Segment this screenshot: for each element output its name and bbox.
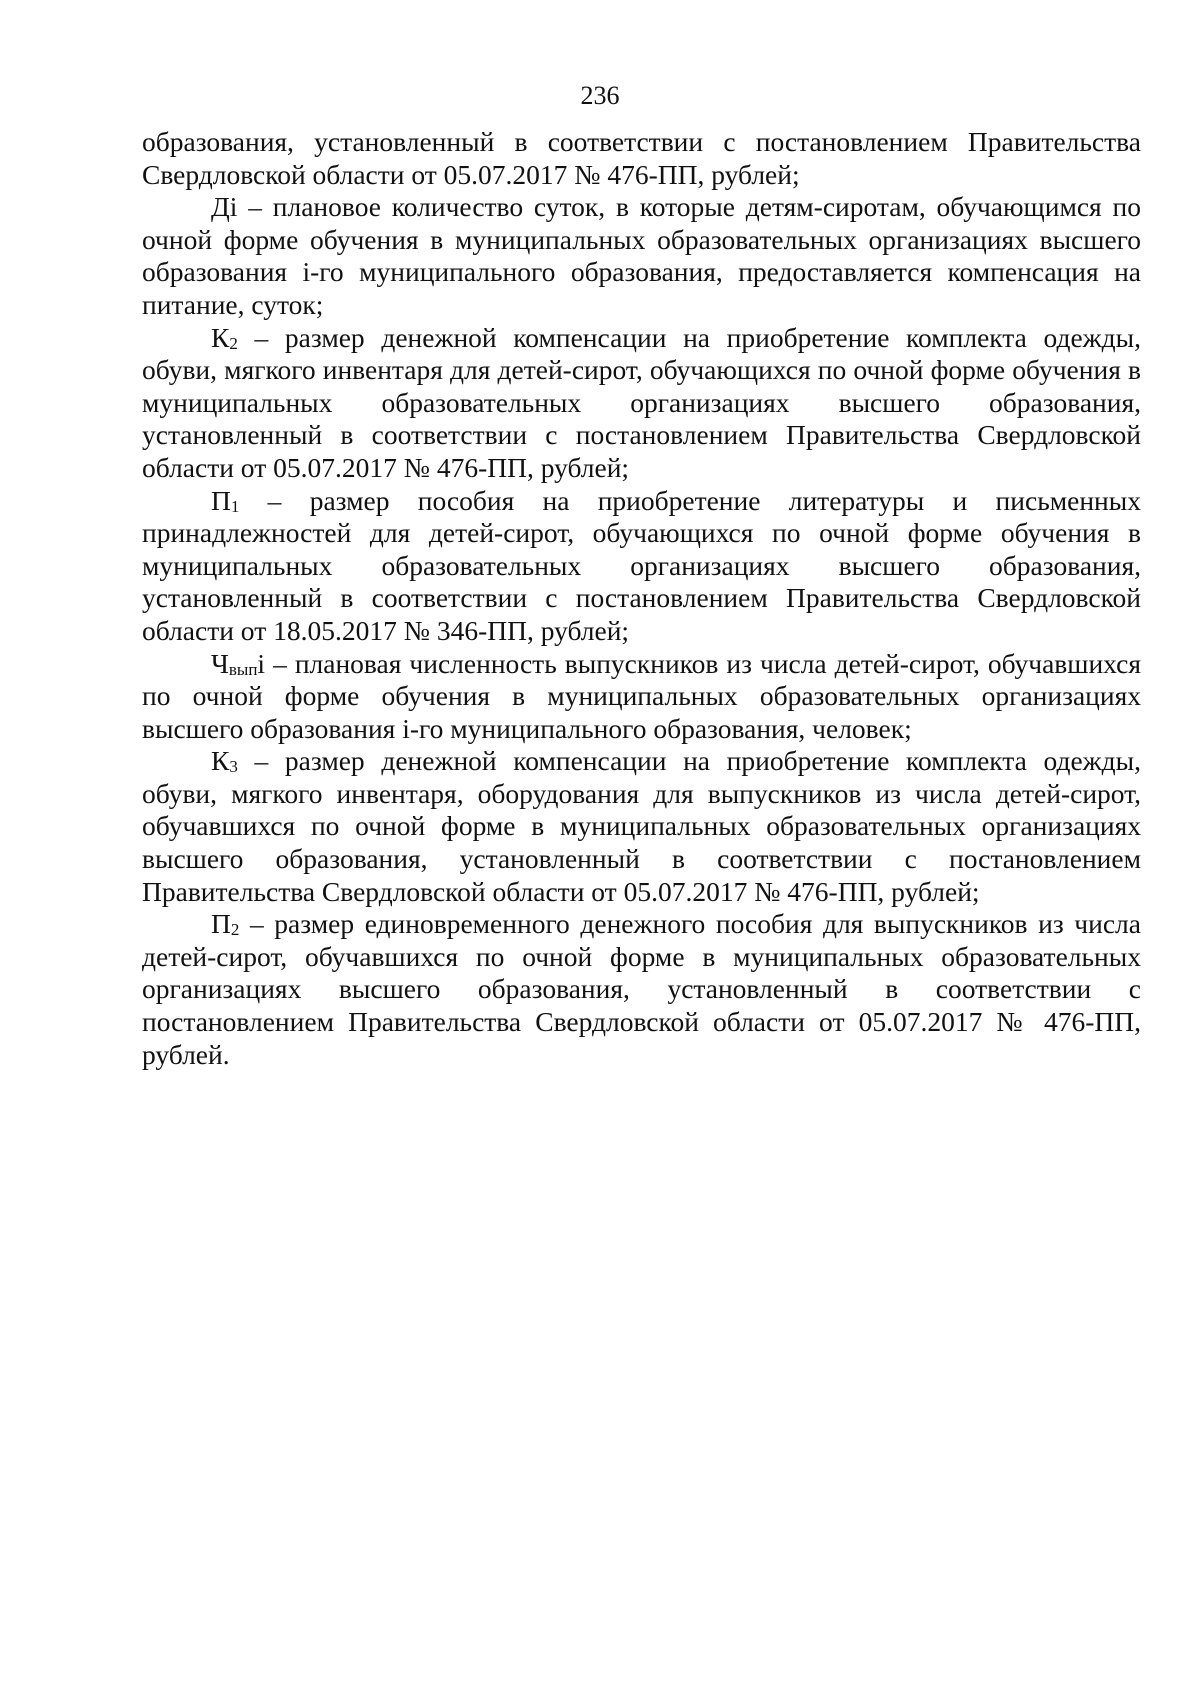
paragraph-di-definition: [142, 191, 1141, 321]
paragraph-text: – размер единовременного денежного пособия для выпускников из числа детей-сирот, обучавшихся по очной форме в муниципальных образовательных организациях высшего образования, установленный в соответствии с постановлением Правительства Свердловской области от 05.07.2017 № 476-ПП, рублей.: [142, 908, 1141, 1070]
paragraph-text: – размер денежной компенсации на приобретение комплекта одежды, обуви, мягкого инвентаря для детей-сирот, обучающихся по очной форме обучения в муниципальных образовательных организациях высшего образования, установленный в соответствии с постановлением Правительства Свердловской области от 05.07.2017 № 476-ПП, рублей;: [142, 321, 1141, 483]
variable-subscript: 1: [230, 496, 240, 516]
page-number: 236: [580, 81, 620, 110]
paragraph-chvyp-definition: [142, 648, 1141, 746]
paragraph-k2-definition: [142, 322, 1141, 485]
variable-subscript: вып: [228, 659, 258, 679]
paragraph-p1-definition: [142, 485, 1141, 648]
variable-symbol: Ч: [211, 647, 229, 679]
document-body: [142, 126, 1141, 1071]
variable-symbol: Дi: [211, 191, 238, 223]
variable-index: i: [257, 647, 266, 679]
variable-symbol: П: [211, 484, 231, 516]
paragraph-text: образования, установленный в соответствии с постановлением Правительства Свердловской области от 05.07.2017 № 476-ПП, рублей;: [142, 126, 1141, 190]
variable-subscript: 2: [230, 920, 240, 940]
variable-symbol: К: [211, 745, 230, 777]
paragraph-text: – плановое количество суток, в которые детям-сиротам, обучающимся по очной форме обучения в муниципальных образовательных организациях высшего образования i-го муниципального образования, предоставляется компенсация на питание, суток;: [142, 191, 1141, 320]
paragraph-continuation: [142, 126, 1141, 191]
paragraph-text: – размер пособия на приобретение литературы и письменных принадлежностей для детей-сирот, обучающихся по очной форме обучения в муниципальных образовательных организациях высшего образования, установленный в соответствии с постановлением Правительства Свердловской области от 18.05.2017 № 346-ПП, рублей;: [142, 484, 1141, 646]
variable-symbol: К: [211, 321, 230, 353]
paragraph-k3-definition: [142, 745, 1141, 908]
paragraph-text: – размер денежной компенсации на приобретение комплекта одежды, обуви, мягкого инвентаря, оборудования для выпускников из числа детей-сирот, обучавшихся по очной форме в муниципальных образовательных организациях высшего образования, установленный в соответствии с постановлением Правительства Свердловской области от 05.07.2017 № 476-ПП, рублей;: [142, 745, 1141, 907]
variable-subscript: 2: [229, 333, 238, 353]
variable-subscript: 3: [229, 757, 238, 777]
variable-symbol: П: [211, 908, 231, 940]
paragraph-text: – плановая численность выпускников из числа детей-сирот, обучавшихся по очной форме обучения в муниципальных образовательных организациях высшего образования i-го муниципального образования, человек;: [142, 647, 1141, 744]
paragraph-p2-definition: [142, 908, 1141, 1071]
